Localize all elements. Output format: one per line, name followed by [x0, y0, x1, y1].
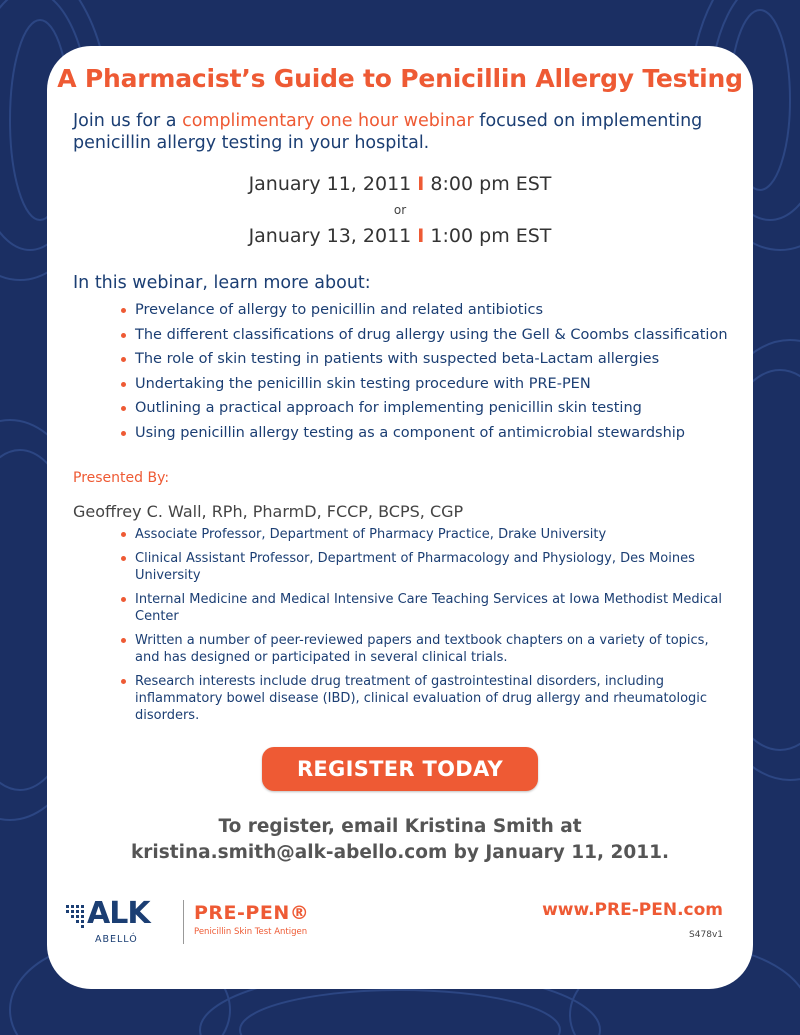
document-code: S478v1	[689, 930, 723, 940]
prepen-logo: PRE-PEN®	[194, 902, 310, 924]
register-today-button[interactable]: REGISTER TODAY	[262, 747, 538, 791]
bio-item: Written a number of peer-reviewed papers and textbook chapters on a variety of topics, and has designed or participated in several clinical trials.	[119, 632, 731, 666]
flyer-title: A Pharmacist’s Guide to Penicillin Allergy Testing	[57, 64, 743, 93]
learn-list	[119, 298, 739, 445]
speaker-bio-list	[119, 526, 731, 731]
date-separator: I	[417, 173, 425, 195]
alk-logo: ALK	[87, 896, 150, 931]
time-first: 8:00 pm EST	[430, 173, 552, 195]
date-separator: I	[417, 225, 425, 247]
bio-item: Internal Medicine and Medical Intensive Care Teaching Services at Iowa Methodist Medical Center	[119, 591, 731, 625]
alk-dot-grid-icon	[65, 904, 85, 930]
logo-divider	[183, 900, 184, 944]
bio-item: Research interests include drug treatment of gastrointestinal disorders, including inflammatory bowel disease (IBD), clinical evaluation of drug allergy and rheumatologic disorders.	[119, 673, 731, 724]
date-or: or	[393, 203, 407, 217]
learn-item: Using penicillin allergy testing as a component of antimicrobial stewardship	[119, 421, 739, 446]
intro-highlight: complimentary one hour webinar	[182, 111, 474, 131]
bio-item: Associate Professor, Department of Pharmacy Practice, Drake University	[119, 526, 731, 543]
intro-after: focused on implementing penicillin allergy testing in your hospital.	[73, 111, 703, 153]
register-instructions	[47, 814, 753, 866]
prepen-tagline: Penicillin Skin Test Antigen	[194, 927, 308, 937]
learn-item: Prevelance of allergy to penicillin and related antibiotics	[119, 298, 739, 323]
intro-text	[73, 110, 733, 154]
learn-item: The different classifications of drug allergy using the Gell & Coombs classification	[119, 323, 739, 348]
footer-logos	[65, 894, 345, 954]
learn-heading: In this webinar, learn more about:	[73, 273, 371, 293]
date-first: January 11, 2011	[248, 173, 412, 195]
bio-item: Clinical Assistant Professor, Department of Pharmacology and Physiology, Des Moines University	[119, 550, 731, 584]
date-line-first	[47, 171, 753, 197]
speaker-name: Geoffrey C. Wall, RPh, PharmD, FCCP, BCPS, CGP	[73, 502, 464, 521]
date-line-second	[47, 223, 753, 249]
abello-logo-text: ABELLÓ	[95, 934, 138, 945]
learn-item: Undertaking the penicillin skin testing procedure with PRE-PEN	[119, 372, 739, 397]
presented-by-label: Presented By:	[73, 470, 170, 486]
register-line-1: To register, email Kristina Smith at	[218, 816, 582, 837]
webinar-dates	[47, 171, 753, 249]
learn-item: The role of skin testing in patients with suspected beta-Lactam allergies	[119, 347, 739, 372]
date-second: January 13, 2011	[248, 225, 412, 247]
time-second: 1:00 pm EST	[430, 225, 552, 247]
flyer-card	[47, 46, 753, 989]
website-link[interactable]: www.PRE-PEN.com	[542, 900, 723, 920]
learn-item: Outlining a practical approach for implementing penicillin skin testing	[119, 396, 739, 421]
register-line-2: kristina.smith@alk-abello.com by January 11, 2011.	[131, 842, 669, 863]
intro-before: Join us for a	[73, 111, 183, 131]
